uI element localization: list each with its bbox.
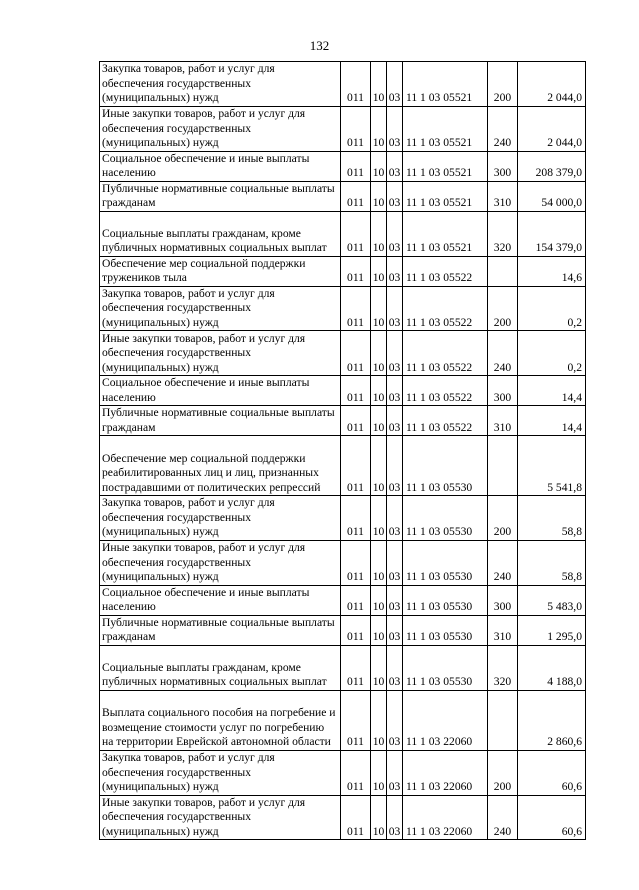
target-article-code-cell: 11 1 03 05521 [403, 62, 488, 107]
expense-name-cell: Закупка товаров, работ и услуг для обеспечения государственных (муниципальных) нужд [100, 750, 341, 795]
expense-name-cell: Социальное обеспечение и иные выплаты населению [100, 585, 341, 615]
budget-table-body [100, 62, 586, 840]
target-article-code-cell: 11 1 03 05521 [403, 151, 488, 181]
target-article-code-cell: 11 1 03 05521 [403, 211, 488, 256]
grbs-code-cell: 011 [341, 106, 371, 151]
subsection-code-cell: 03 [387, 540, 403, 585]
amount-cell: 154 379,0 [518, 211, 586, 256]
expense-name-cell: Социальное обеспечение и иные выплаты населению [100, 376, 341, 406]
table-row [100, 436, 586, 496]
table-row [100, 106, 586, 151]
expense-name-cell: Публичные нормативные социальные выплаты гражданам [100, 615, 341, 645]
grbs-code-cell: 011 [341, 376, 371, 406]
table-row [100, 750, 586, 795]
table-row [100, 211, 586, 256]
expense-name-cell: Выплата социального пособия на погребение и возмещение стоимости услуг по погребению на территории Еврейской автономной области [100, 690, 341, 750]
table-row [100, 151, 586, 181]
expense-name-cell: Обеспечение мер социальной поддержки тружеников тыла [100, 256, 341, 286]
subsection-code-cell: 03 [387, 585, 403, 615]
subsection-code-cell: 03 [387, 645, 403, 690]
grbs-code-cell: 011 [341, 645, 371, 690]
target-article-code-cell: 11 1 03 05530 [403, 436, 488, 496]
grbs-code-cell: 011 [341, 690, 371, 750]
section-code-cell: 10 [371, 331, 387, 376]
expense-name-cell: Обеспечение мер социальной поддержки реабилитированных лиц и лиц, признанных пострадавшими от политических репрессий [100, 436, 341, 496]
expense-name-cell: Закупка товаров, работ и услуг для обеспечения государственных (муниципальных) нужд [100, 286, 341, 331]
subsection-code-cell: 03 [387, 62, 403, 107]
section-code-cell: 10 [371, 211, 387, 256]
subsection-code-cell: 03 [387, 436, 403, 496]
target-article-code-cell: 11 1 03 22060 [403, 690, 488, 750]
amount-cell: 60,6 [518, 750, 586, 795]
expense-name-cell: Закупка товаров, работ и услуг для обеспечения государственных (муниципальных) нужд [100, 62, 341, 107]
grbs-code-cell: 011 [341, 211, 371, 256]
section-code-cell: 10 [371, 615, 387, 645]
amount-cell: 5 483,0 [518, 585, 586, 615]
expense-type-code-cell: 310 [488, 406, 518, 436]
expense-type-code-cell: 320 [488, 645, 518, 690]
grbs-code-cell: 011 [341, 496, 371, 541]
expense-name-cell: Социальное обеспечение и иные выплаты населению [100, 151, 341, 181]
amount-cell: 2 044,0 [518, 106, 586, 151]
subsection-code-cell: 03 [387, 750, 403, 795]
target-article-code-cell: 11 1 03 22060 [403, 750, 488, 795]
section-code-cell: 10 [371, 106, 387, 151]
amount-cell: 208 379,0 [518, 151, 586, 181]
expense-name-cell: Иные закупки товаров, работ и услуг для обеспечения государственных (муниципальных) нужд [100, 795, 341, 840]
subsection-code-cell: 03 [387, 286, 403, 331]
target-article-code-cell: 11 1 03 05522 [403, 406, 488, 436]
target-article-code-cell: 11 1 03 05522 [403, 256, 488, 286]
grbs-code-cell: 011 [341, 436, 371, 496]
subsection-code-cell: 03 [387, 615, 403, 645]
grbs-code-cell: 011 [341, 62, 371, 107]
expense-type-code-cell: 200 [488, 286, 518, 331]
expense-type-code-cell: 300 [488, 376, 518, 406]
target-article-code-cell: 11 1 03 22060 [403, 795, 488, 840]
target-article-code-cell: 11 1 03 05521 [403, 181, 488, 211]
table-row [100, 286, 586, 331]
grbs-code-cell: 011 [341, 406, 371, 436]
expense-type-code-cell: 240 [488, 106, 518, 151]
table-row [100, 615, 586, 645]
expense-type-code-cell: 240 [488, 540, 518, 585]
expense-name-cell: Закупка товаров, работ и услуг для обеспечения государственных (муниципальных) нужд [100, 496, 341, 541]
expense-type-code-cell: 300 [488, 585, 518, 615]
table-row [100, 690, 586, 750]
section-code-cell: 10 [371, 256, 387, 286]
expense-name-cell: Социальные выплаты гражданам, кроме публичных нормативных социальных выплат [100, 211, 341, 256]
grbs-code-cell: 011 [341, 256, 371, 286]
section-code-cell: 10 [371, 750, 387, 795]
page-number: 132 [309, 38, 330, 53]
expense-type-code-cell: 200 [488, 496, 518, 541]
table-row [100, 331, 586, 376]
expense-type-code-cell: 310 [488, 181, 518, 211]
grbs-code-cell: 011 [341, 615, 371, 645]
target-article-code-cell: 11 1 03 05530 [403, 645, 488, 690]
table-row [100, 181, 586, 211]
expense-type-code-cell: 200 [488, 62, 518, 107]
section-code-cell: 10 [371, 62, 387, 107]
table-row [100, 795, 586, 840]
table-row [100, 540, 586, 585]
table-row [100, 376, 586, 406]
section-code-cell: 10 [371, 286, 387, 331]
table-row [100, 645, 586, 690]
subsection-code-cell: 03 [387, 376, 403, 406]
expense-type-code-cell: 240 [488, 795, 518, 840]
amount-cell: 14,4 [518, 376, 586, 406]
target-article-code-cell: 11 1 03 05530 [403, 615, 488, 645]
table-row [100, 62, 586, 107]
section-code-cell: 10 [371, 151, 387, 181]
expense-type-code-cell: 200 [488, 750, 518, 795]
amount-cell: 1 295,0 [518, 615, 586, 645]
amount-cell: 58,8 [518, 540, 586, 585]
expense-type-code-cell: 310 [488, 615, 518, 645]
grbs-code-cell: 011 [341, 795, 371, 840]
expense-name-cell: Публичные нормативные социальные выплаты гражданам [100, 406, 341, 436]
grbs-code-cell: 011 [341, 181, 371, 211]
table-row [100, 496, 586, 541]
amount-cell: 0,2 [518, 286, 586, 331]
expense-name-cell: Иные закупки товаров, работ и услуг для обеспечения государственных (муниципальных) нужд [100, 106, 341, 151]
section-code-cell: 10 [371, 795, 387, 840]
table-row [100, 585, 586, 615]
amount-cell: 2 860,6 [518, 690, 586, 750]
grbs-code-cell: 011 [341, 750, 371, 795]
subsection-code-cell: 03 [387, 496, 403, 541]
grbs-code-cell: 011 [341, 331, 371, 376]
grbs-code-cell: 011 [341, 151, 371, 181]
section-code-cell: 10 [371, 496, 387, 541]
amount-cell: 2 044,0 [518, 62, 586, 107]
subsection-code-cell: 03 [387, 256, 403, 286]
subsection-code-cell: 03 [387, 690, 403, 750]
target-article-code-cell: 11 1 03 05522 [403, 286, 488, 331]
section-code-cell: 10 [371, 436, 387, 496]
section-code-cell: 10 [371, 376, 387, 406]
target-article-code-cell: 11 1 03 05530 [403, 496, 488, 541]
subsection-code-cell: 03 [387, 151, 403, 181]
amount-cell: 14,6 [518, 256, 586, 286]
expense-type-code-cell [488, 690, 518, 750]
amount-cell: 14,4 [518, 406, 586, 436]
expense-name-cell: Иные закупки товаров, работ и услуг для обеспечения государственных (муниципальных) нужд [100, 331, 341, 376]
table-row [100, 256, 586, 286]
target-article-code-cell: 11 1 03 05530 [403, 540, 488, 585]
amount-cell: 54 000,0 [518, 181, 586, 211]
amount-cell: 58,8 [518, 496, 586, 541]
subsection-code-cell: 03 [387, 795, 403, 840]
grbs-code-cell: 011 [341, 540, 371, 585]
expense-type-code-cell: 300 [488, 151, 518, 181]
section-code-cell: 10 [371, 585, 387, 615]
grbs-code-cell: 011 [341, 585, 371, 615]
subsection-code-cell: 03 [387, 211, 403, 256]
expense-type-code-cell [488, 256, 518, 286]
table-row [100, 406, 586, 436]
subsection-code-cell: 03 [387, 181, 403, 211]
expense-type-code-cell: 240 [488, 331, 518, 376]
section-code-cell: 10 [371, 690, 387, 750]
expense-name-cell: Иные закупки товаров, работ и услуг для обеспечения государственных (муниципальных) нужд [100, 540, 341, 585]
subsection-code-cell: 03 [387, 406, 403, 436]
target-article-code-cell: 11 1 03 05521 [403, 106, 488, 151]
section-code-cell: 10 [371, 645, 387, 690]
target-article-code-cell: 11 1 03 05522 [403, 331, 488, 376]
expense-name-cell: Публичные нормативные социальные выплаты гражданам [100, 181, 341, 211]
target-article-code-cell: 11 1 03 05530 [403, 585, 488, 615]
expense-name-cell: Социальные выплаты гражданам, кроме публичных нормативных социальных выплат [100, 645, 341, 690]
section-code-cell: 10 [371, 181, 387, 211]
budget-table [99, 61, 586, 840]
section-code-cell: 10 [371, 406, 387, 436]
expense-type-code-cell [488, 436, 518, 496]
expense-type-code-cell: 320 [488, 211, 518, 256]
amount-cell: 60,6 [518, 795, 586, 840]
section-code-cell: 10 [371, 540, 387, 585]
amount-cell: 4 188,0 [518, 645, 586, 690]
grbs-code-cell: 011 [341, 286, 371, 331]
target-article-code-cell: 11 1 03 05522 [403, 376, 488, 406]
amount-cell: 5 541,8 [518, 436, 586, 496]
subsection-code-cell: 03 [387, 331, 403, 376]
subsection-code-cell: 03 [387, 106, 403, 151]
amount-cell: 0,2 [518, 331, 586, 376]
